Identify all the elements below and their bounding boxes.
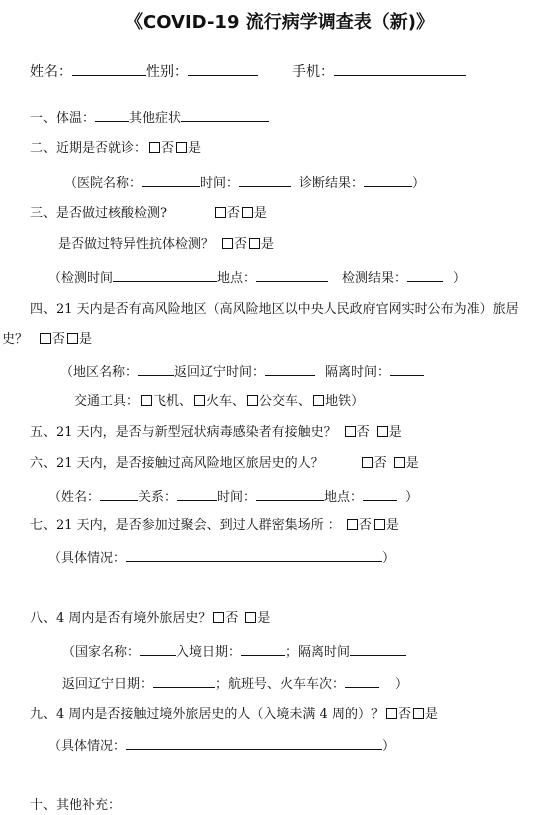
antibody-no-checkbox[interactable]: [222, 238, 233, 249]
q1-row: [30, 108, 269, 128]
q1-label: 一、体温：: [30, 111, 96, 126]
isolation-field[interactable]: [390, 362, 424, 376]
q7-yes-label: 是: [385, 518, 399, 533]
gender-label: 性别：: [146, 64, 188, 80]
q4-yes-checkbox[interactable]: [67, 333, 78, 344]
relation-label: 关系：: [138, 490, 178, 505]
return-time-label: 返回辽宁时间：: [174, 365, 266, 380]
q9-yes-checkbox[interactable]: [413, 708, 424, 719]
q9-no-checkbox[interactable]: [386, 708, 397, 719]
q2-yes-label: 是: [188, 141, 202, 156]
train-label: 火车、: [206, 394, 246, 409]
q3-close: ）: [453, 271, 467, 286]
q8-sep: ；: [285, 645, 299, 660]
test-time-label: （检测时间: [48, 271, 114, 286]
transport-label: 交通工具：: [74, 394, 140, 409]
symptoms-label: 其他症状: [129, 111, 182, 126]
q3-antibody-row: [58, 236, 274, 254]
q6-yes-label: 是: [405, 456, 419, 471]
q9-yes-label: 是: [424, 707, 438, 722]
q8-yes-checkbox[interactable]: [245, 612, 256, 623]
subway-checkbox[interactable]: [313, 395, 324, 406]
diagnosis-field[interactable]: [364, 173, 412, 187]
q2-no-label: 否: [161, 141, 175, 156]
q10-label: 十、其他补充：: [30, 798, 122, 813]
q8-row: [30, 610, 270, 628]
subway-label: 地铁）: [325, 394, 365, 409]
q8-no-checkbox[interactable]: [213, 612, 224, 623]
q4-yes-label: 是: [79, 332, 93, 347]
q2-no-checkbox[interactable]: [149, 142, 160, 153]
q9-row: [30, 706, 438, 724]
header-row: [30, 62, 466, 81]
contact-name-field[interactable]: [100, 487, 138, 501]
q6-place-field[interactable]: [363, 487, 397, 501]
q8-return-label: 返回辽宁日期：: [62, 677, 154, 692]
q3-yes-checkbox[interactable]: [242, 207, 253, 218]
country-field[interactable]: [140, 642, 176, 656]
q10-row: [30, 797, 121, 815]
q9-no-label: 否: [397, 707, 411, 722]
q6-row: [30, 455, 419, 473]
q3-label: 三、是否做过核酸检测?: [30, 206, 167, 221]
q3-no-label: 否: [226, 206, 240, 221]
q2-label: 二、近期是否就诊：: [30, 141, 148, 156]
q8-sep2: ；: [215, 677, 229, 692]
q9-label: 九、4 周内是否接触过境外旅居史的人（入境未满 4 周的）？: [30, 707, 384, 722]
q8-isolation-field[interactable]: [350, 642, 406, 656]
q7-detail-row: [48, 548, 395, 568]
entry-date-label: 入境日期：: [176, 645, 242, 660]
q4-transport-row: [74, 393, 364, 411]
plane-label: 飞机、: [153, 394, 193, 409]
q8-detail-row-2: [62, 674, 408, 694]
q5-label: 五、21 天内，是否与新型冠状病毒感染者有接触史？: [30, 425, 337, 440]
q5-no-checkbox[interactable]: [345, 426, 356, 437]
q6-detail-row: [48, 487, 418, 507]
q4-row-2: [2, 331, 92, 349]
q4-row: [30, 301, 519, 319]
q2-detail-row: [64, 173, 425, 193]
page-title: 《COVID-19 流行病学调查表（新)》: [125, 12, 434, 33]
test-place-field[interactable]: [256, 268, 328, 282]
q3-row: [30, 205, 267, 223]
q4-detail-row: [60, 362, 424, 382]
q2-row: [30, 140, 201, 158]
test-place-label: 地点：: [217, 271, 257, 286]
hospital-label: （医院名称：: [64, 176, 143, 191]
q7-detail-field[interactable]: [126, 548, 382, 562]
temperature-field[interactable]: [95, 108, 129, 122]
q8-detail-row: [62, 642, 406, 662]
diagnosis-label: 诊断结果：: [299, 176, 365, 191]
q3-no-checkbox[interactable]: [215, 207, 226, 218]
bus-checkbox[interactable]: [247, 395, 258, 406]
region-field[interactable]: [138, 362, 174, 376]
q2-time-label: 时间：: [200, 176, 240, 191]
test-time-field[interactable]: [113, 268, 217, 282]
q2-yes-checkbox[interactable]: [176, 142, 187, 153]
q3-detail-row: [48, 268, 466, 288]
train-checkbox[interactable]: [194, 395, 205, 406]
q6-place-label: 地点：: [324, 490, 364, 505]
q7-close: ）: [382, 551, 396, 566]
name-label: 姓名：: [30, 64, 72, 80]
q8-no-label: 否: [225, 611, 239, 626]
contact-name-label: （姓名：: [48, 490, 101, 505]
region-label: （地区名称：: [60, 365, 139, 380]
q7-label: 七、21 天内，是否参加过聚会、到过人群密集场所 ：: [30, 518, 341, 533]
q6-time-label: 时间：: [217, 490, 257, 505]
q4-label-2: 史？: [2, 332, 29, 347]
flight-label: 航班号、火车车次：: [228, 677, 346, 692]
antibody-yes-checkbox[interactable]: [249, 238, 260, 249]
entry-date-field[interactable]: [241, 642, 285, 656]
q9-detail-row: [48, 736, 395, 756]
q6-yes-checkbox[interactable]: [394, 457, 405, 468]
q6-close: ）: [405, 490, 419, 505]
q6-time-field[interactable]: [256, 487, 324, 501]
symptoms-field[interactable]: [181, 108, 269, 122]
test-result-field[interactable]: [407, 268, 443, 282]
q9-close: ）: [382, 739, 396, 754]
q4-no-label: 否: [52, 332, 66, 347]
bus-label: 公交车、: [259, 394, 312, 409]
q3-yes-label: 是: [254, 206, 268, 221]
phone-field[interactable]: [334, 62, 466, 76]
q9-detail-field[interactable]: [126, 736, 382, 750]
test-result-label: 检测结果：: [342, 271, 408, 286]
q7-no-checkbox[interactable]: [347, 519, 358, 530]
q2-time-field[interactable]: [239, 173, 291, 187]
q7-detail-label: （具体情况：: [48, 551, 127, 566]
antibody-no-label: 否: [234, 237, 248, 252]
q5-yes-checkbox[interactable]: [377, 426, 388, 437]
q4-label: 四、21 天内是否有高风险地区（高风险地区以中央人民政府官网实时公布为准）旅居: [30, 302, 519, 317]
q6-no-checkbox[interactable]: [362, 457, 373, 468]
gender-field[interactable]: [188, 62, 258, 76]
q5-no-label: 否: [356, 425, 370, 440]
q4-no-checkbox[interactable]: [40, 333, 51, 344]
q9-detail-label: （具体情况：: [48, 739, 127, 754]
q5-yes-label: 是: [388, 425, 402, 440]
q6-no-label: 否: [373, 456, 387, 471]
q5-row: [30, 424, 402, 442]
return-time-field[interactable]: [265, 362, 315, 376]
q8-close: ）: [395, 677, 409, 692]
antibody-yes-label: 是: [261, 237, 275, 252]
antibody-label: 是否做过特异性抗体检测？: [58, 237, 215, 252]
q7-yes-checkbox[interactable]: [374, 519, 385, 530]
q8-return-field[interactable]: [153, 674, 215, 688]
country-label: （国家名称：: [62, 645, 141, 660]
q2-close: ）: [412, 176, 426, 191]
relation-field[interactable]: [177, 487, 217, 501]
name-field[interactable]: [72, 62, 146, 76]
q7-no-label: 否: [358, 518, 372, 533]
q8-label: 八、4 周内是否有境外旅居史？: [30, 611, 212, 626]
q8-yes-label: 是: [257, 611, 271, 626]
q7-row: [30, 517, 399, 535]
q8-isolation-label: 隔离时间: [298, 645, 351, 660]
plane-checkbox[interactable]: [141, 395, 152, 406]
flight-field[interactable]: [345, 674, 379, 688]
q6-label: 六、21 天内，是否接触过高风险地区旅居史的人？: [30, 456, 324, 471]
hospital-field[interactable]: [142, 173, 200, 187]
isolation-label: 隔离时间：: [325, 365, 391, 380]
phone-label: 手机：: [292, 64, 334, 80]
